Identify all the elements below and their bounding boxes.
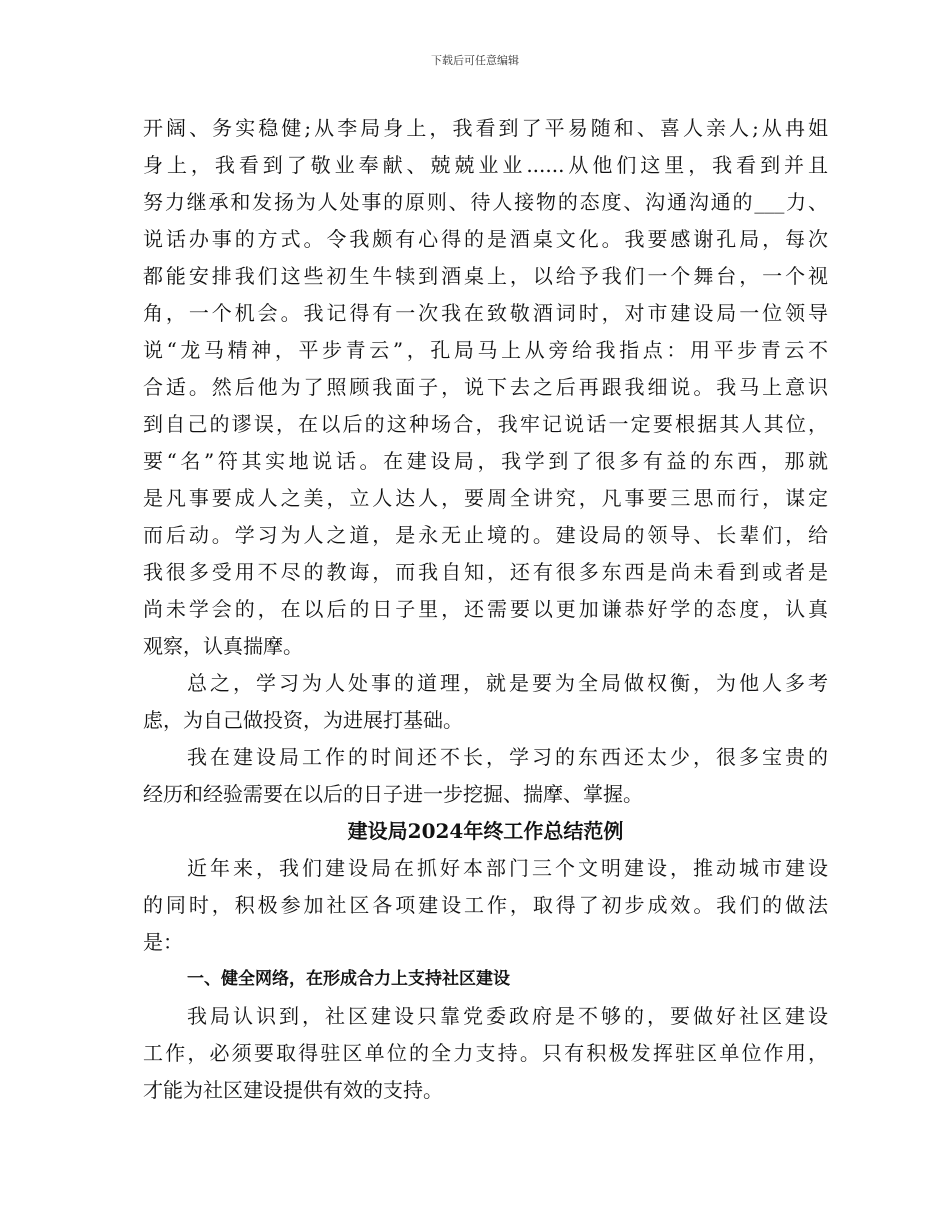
doc-title: 建设局2024年终工作总结范例: [347, 819, 624, 843]
text-line: 而后动。学习为人之道，是永无止境的。建设局的领导、长辈们，给: [143, 523, 828, 547]
text-line: 说“龙马精神，平步青云”，孔局马上从旁给我指点：用平步青云不: [143, 338, 828, 362]
section-heading: 一、健全网络，在形成合力上支持社区建设: [187, 969, 510, 989]
document-body: [143, 110, 828, 1109]
text-line: 的同时，积极参加社区各项建设工作，取得了初步成效。我们的做法: [143, 893, 828, 917]
text-line: 都能安排我们这些初生牛犊到酒桌上，以给予我们一个舞台，一个视: [143, 264, 828, 288]
text-line: 工作，必须要取得驻区单位的全力支持。只有积极发挥驻区单位作用，: [143, 1041, 828, 1065]
text-line: 近年来，我们建设局在抓好本部门三个文明建设，推动城市建设: [187, 856, 828, 880]
text-line: 合适。然后他为了照顾我面子，说下去之后再跟我细说。我马上意识: [143, 375, 828, 399]
text-line: 是凡事要成人之美，立人达人，要周全讲究，凡事要三思而行，谋定: [143, 486, 828, 510]
text-line: 我很多受用不尽的教诲，而我自知，还有很多东西是尚未看到或者是: [143, 560, 828, 584]
text-line: 我局认识到，社区建设只靠党委政府是不够的，要做好社区建设: [187, 1004, 828, 1028]
text-line: 尚未学会的，在以后的日子里，还需要以更加谦恭好学的态度，认真: [143, 597, 828, 621]
text-line: 角，一个机会。我记得有一次我在致敬酒词时，对市建设局一位领导: [143, 301, 828, 325]
text-line: 要“名”符其实地说话。在建设局，我学到了很多有益的东西，那就: [143, 449, 828, 473]
text-line: 才能为社区建设提供有效的支持。: [143, 1078, 443, 1102]
text-line: 是：: [143, 930, 183, 954]
text-line: 到自己的谬误，在以后的这种场合，我牢记说话一定要根据其人其位，: [143, 412, 828, 436]
text-line: 我在建设局工作的时间还不长，学习的东西还太少，很多宝贵的: [187, 745, 828, 769]
text-line: 总之，学习为人处事的道理，就是要为全局做权衡，为他人多考: [187, 671, 828, 695]
text-line: 虑，为自己做投资，为进展打基础。: [143, 708, 463, 732]
text-line: 开阔、务实稳健;从李局身上，我看到了平易随和、喜人亲人;从冉姐: [143, 116, 828, 140]
header-note: 下载后可任意编辑: [431, 54, 519, 67]
text-line: 观察，认真揣摩。: [143, 634, 303, 658]
text-line: 经历和经验需要在以后的日子进一步挖掘、揣摩、掌握。: [143, 782, 643, 806]
text-line: 努力继承和发扬为人处事的原则、待人接物的态度、沟通沟通的___力、: [143, 190, 828, 214]
text-line: 说话办事的方式。令我颇有心得的是酒桌文化。我要感谢孔局，每次: [143, 227, 828, 251]
text-line: 身上，我看到了敬业奉献、兢兢业业......从他们这里，我看到并且: [143, 153, 828, 177]
